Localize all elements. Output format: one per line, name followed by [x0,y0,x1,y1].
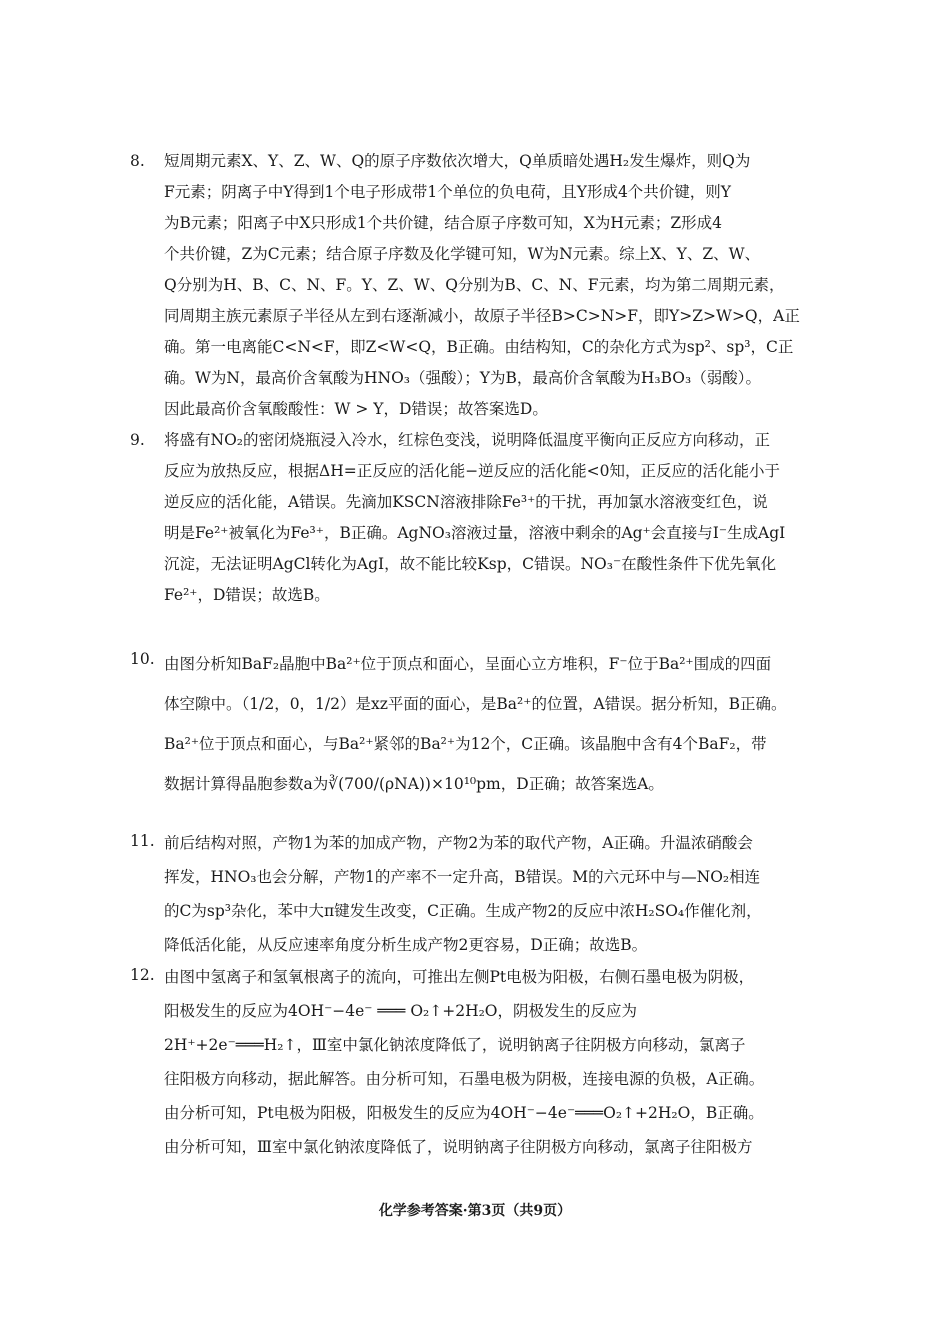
text-line: 阳极发生的反应为4OH⁻−4e⁻ ═══ O₂↑+2H₂O，阴极发生的反应为 [164,1002,638,1020]
text-line: 短周期元素X、Y、Z、W、Q的原子序数依次增大，Q单质暗处遇H₂发生爆炸，则Q为 [164,152,751,170]
item-number: 11. [130,832,155,850]
text-line: 确。第一电离能C<N<F，即Z<W<Q，B正确。由结构知，C的杂化方式为sp²、sp³，C正 [164,338,794,356]
text-line: 沉淀，无法证明AgCl转化为AgI，故不能比较Ksp，C错误。NO₃⁻在酸性条件下优先氧化 [164,555,777,573]
item-number: 8. [130,152,145,170]
text-line: 明是Fe²⁺被氧化为Fe³⁺，B正确。AgNO₃溶液过量，溶液中剩余的Ag⁺会直接与I⁻生成AgI [164,524,786,542]
item-number: 10. [130,650,155,668]
text-line: 挥发，HNO₃也会分解，产物1的产率不一定升高，B错误。M的六元环中与—NO₂相连 [164,868,761,886]
text-line: 逆反应的活化能，A错误。先滴加KSCN溶液排除Fe³⁺的干扰，再加氯水溶液变红色，说 [164,493,768,511]
answer-item-8 [132,146,822,425]
text-line: F元素；阴离子中Y得到1个电子形成带1个单位的负电荷，且Y形成4个共价键，则Y [164,183,732,201]
answer-item-10 [132,644,822,804]
text-line: 体空隙中。（1/2，0，1/2）是xz平面的面心，是Ba²⁺的位置，A错误。据分析知，B正确。 [164,695,787,713]
text-line: 由图分析知BaF₂晶胞中Ba²⁺位于顶点和面心，呈面心立方堆积，F⁻位于Ba²⁺围成的四面 [164,655,772,673]
text-line: 2H⁺+2e⁻═══H₂↑，Ⅲ室中氯化钠浓度降低了，说明钠离子往阴极方向移动，氯离子 [164,1036,746,1054]
text-line: Ba²⁺位于顶点和面心，与Ba²⁺紧邻的Ba²⁺为12个，C正确。该晶胞中含有4个BaF₂，带 [164,735,767,753]
text-line: 确。W为N，最高价含氧酸为HNO₃（强酸）；Y为B，最高价含氧酸为H₃BO₃（弱酸）。 [164,369,761,387]
text-line: 前后结构对照，产物1为苯的加成产物，产物2为苯的取代产物，A正确。升温浓硝酸会 [164,834,753,852]
page-footer: 化学参考答案·第3页（共9页） [378,1203,572,1219]
text-line: 因此最高价含氧酸酸性：W > Y，D错误；故答案选D。 [164,400,548,418]
text-line: 为B元素；阳离子中X只形成1个共价键，结合原子序数可知，X为H元素；Z形成4 [164,214,722,232]
text-line: 往阳极方向移动，据此解答。由分析可知，石墨电极为阴极，连接电源的负极，A正确。 [164,1070,765,1088]
text-line: 反应为放热反应，根据ΔH=正反应的活化能−逆反应的活化能<0知，正反应的活化能小于 [164,462,781,480]
text-line: 同周期主族元素原子半径从左到右逐渐减小，故原子半径B>C>N>F，即Y>Z>W>Q，A正 [164,307,800,325]
answer-item-9 [132,425,822,611]
text-line: 将盛有NO₂的密闭烧瓶浸入冷水，红棕色变浅，说明降低温度平衡向正反应方向移动，正 [164,431,770,449]
text-line: 数据计算得晶胞参数a为∛(700/(ρNA))×10¹⁰pm，D正确；故答案选A。 [164,775,664,793]
text-line: 由分析可知，Ⅲ室中氯化钠浓度降低了，说明钠离子往阴极方向移动，氯离子往阳极方 [164,1138,753,1156]
item-number: 12. [130,966,155,984]
item-number: 9. [130,431,145,449]
text-line: 个共价键，Z为C元素；结合原子序数及化学键可知，W为N元素。综上X、Y、Z、W、 [164,245,761,263]
answer-item-12 [132,960,822,1164]
text-line: 的C为sp³杂化，苯中大π键发生改变，C正确。生成产物2的反应中浓H₂SO₄作催化剂， [164,902,762,920]
text-line: 由分析可知，Pt电极为阳极，阳极发生的反应为4OH⁻−4e⁻═══O₂↑+2H₂O，B正确。 [164,1104,764,1122]
text-line: Fe²⁺，D错误；故选B。 [164,586,330,604]
text-line: 降低活化能，从反应速率角度分析生成产物2更容易，D正确；故选B。 [164,936,648,954]
text-line: Q分别为H、B、C、N、F。Y、Z、W、Q分别为B、C、N、F元素，均为第二周期元素， [164,276,785,294]
answer-item-11 [132,826,822,962]
text-line: 由图中氢离子和氢氧根离子的流向，可推出左侧Pt电极为阳极，右侧石墨电极为阴极， [164,968,755,986]
